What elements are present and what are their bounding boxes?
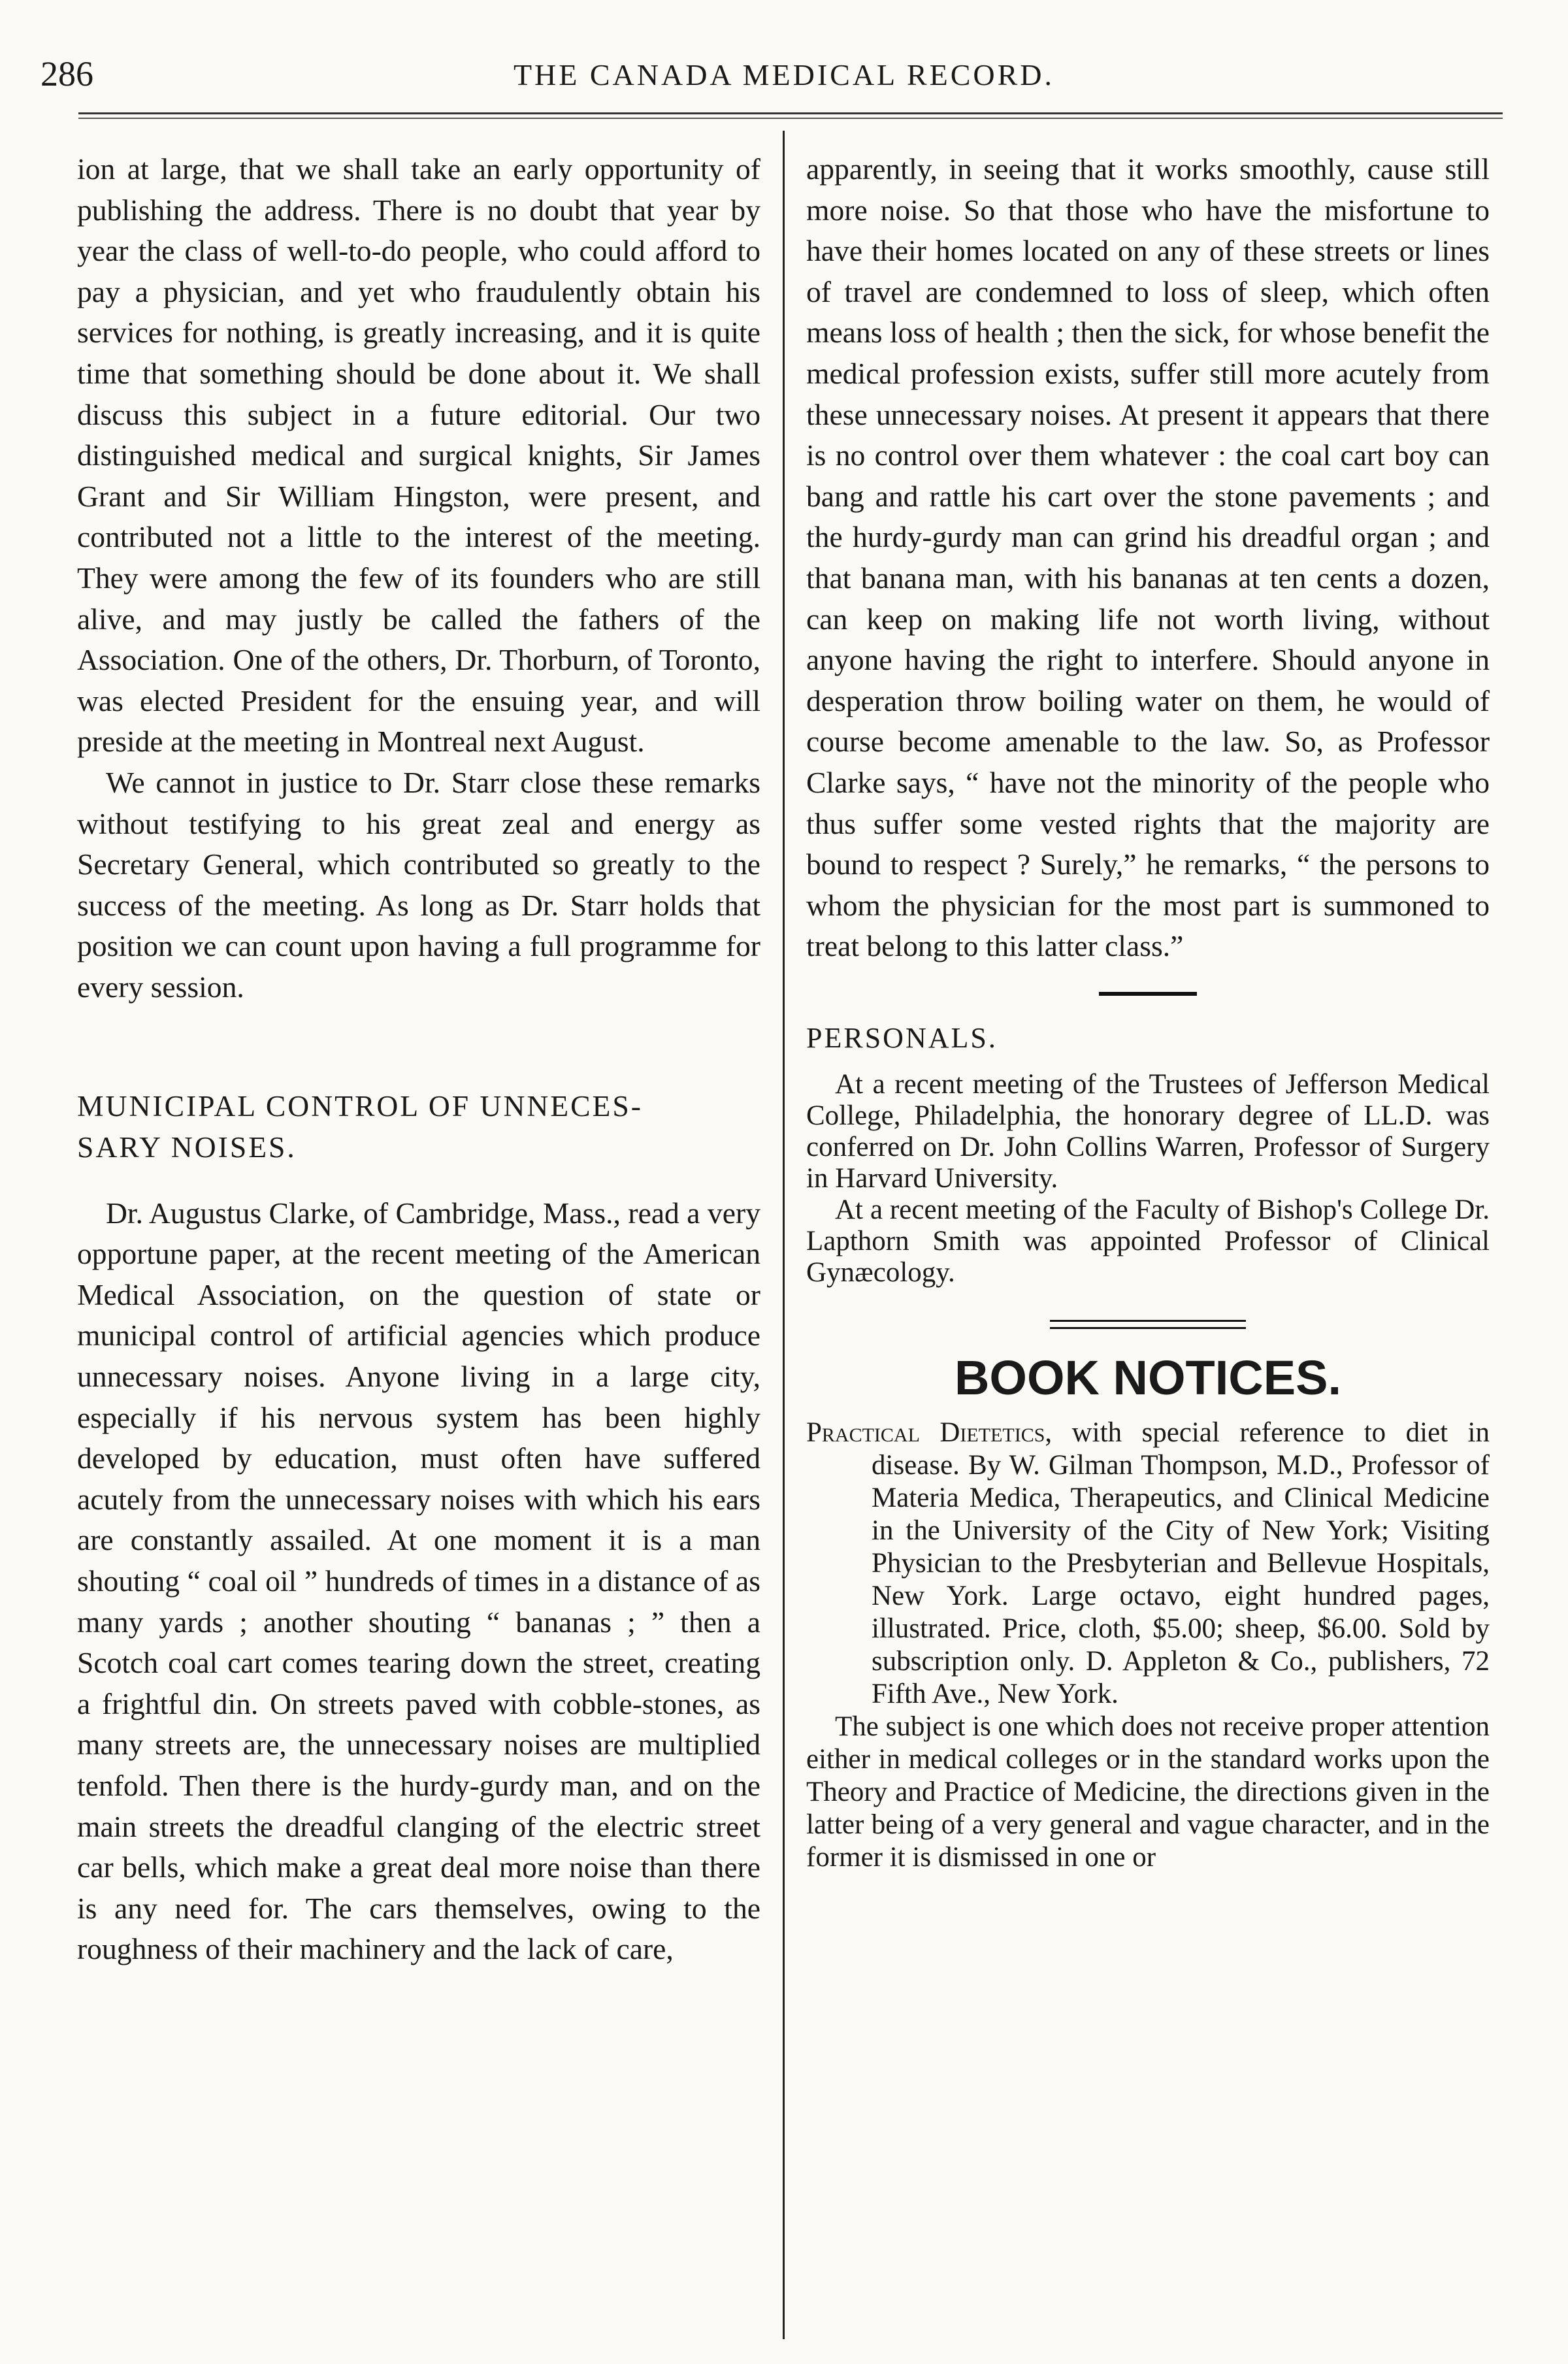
book-citation: with special reference to diet in disease. By W. Gilman Thompson, M.D., Professor of Materia Medica, Therapeutics, and Clinical Medicine in the University of the City of New York; Visiting Physician to the Presbyterian and Bellevue Hospitals, New York. Large octavo, eight hundred pages, illustrated. Price, cloth, $5.00; sheep, $6.00. Sold by subscription only. D. Appleton & Co., publishers, 72 Fifth Ave., New York.: [872, 1417, 1490, 1710]
section-divider: [1099, 992, 1197, 996]
book-notice-entry: [806, 1417, 1490, 1874]
personals-title: PERSONALS.: [806, 1021, 998, 1054]
header-rule-secondary: [78, 118, 1503, 119]
page-header: [0, 54, 1568, 106]
journal-title: THE CANADA MEDICAL RECORD.: [513, 58, 1055, 91]
personal-item: At a recent meeting of the Faculty of Bishop's College Dr. Lapthorn Smith was appointed Professor of Clinical Gynæcology.: [806, 1194, 1490, 1289]
right-column: [806, 149, 1490, 1874]
editorial-paragraph: ion at large, that we shall take an early opportunity of publishing the address. There is no doubt that year by year the class of well-to-do people, who could afford to pay a physician, and yet who fraudulently obtain his services for nothing, is greatly increasing, and it is quite time that something should be done about it. We shall discuss this subject in a future editorial. Our two distinguished medical and surgical knights, Sir James Grant and Sir William Hingston, were present, and contributed not a little to the interest of the meeting. They were among the few of its founders who are still alive, and may justly be called the fathers of the Association. One of the others, Dr. Thorburn, of Toronto, was elected President for the ensuing year, and will preside at the meeting in Montreal next August.: [77, 152, 760, 759]
personal-item: At a recent meeting of the Trustees of Jefferson Medical College, Philadelphia, the honorary degree of LL.D. was conferred on Dr. John Collins Warren, Professor of Surgery in Harvard University.: [806, 1069, 1490, 1194]
double-rule-bottom: [1050, 1327, 1246, 1329]
left-column: [77, 149, 760, 1970]
page-number: 286: [41, 54, 93, 93]
section-title-noises-cont: SARY NOISES.: [77, 1130, 297, 1164]
personals-section: [806, 1069, 1490, 1289]
column-divider: [783, 131, 785, 2339]
book-title: Practical Dietetics,: [806, 1417, 1053, 1449]
section-title-noises: MUNICIPAL CONTROL OF UNNECES-: [77, 1089, 643, 1123]
noises-paragraph-cont: apparently, in seeing that it works smoothly, cause still more noise. So that those who have the misfortune to have their homes located on any of these streets or lines of travel are condemned to loss of sleep, which often means loss of health ; then the sick, for whose benefit the medical profession exists, suffer still more acutely from these unnecessary noises. At present it appears that there is no control over them whatever : the coal cart boy can bang and rattle his cart over the stone pavements ; and the hurdy-gurdy man can grind his dreadful organ ; and that banana man, with his bananas at ten cents a dozen, can keep on making life not worth living, without anyone having the right to interfere. Should anyone in desperation throw boiling water on them, he would of course become amenable to the law. So, as Professor Clarke says, “ have not the minority of the people who thus suffer some vested rights that the majority are bound to respect ? Surely,” he remarks, “ the persons to whom the physician for the most part is summoned to treat belong to this latter class.”: [806, 152, 1490, 963]
noises-paragraph: Dr. Augustus Clarke, of Cambridge, Mass., read a very opportune paper, at the recent meeting of the American Medical Association, on the question of state or municipal control of artificial agencies which produce unnecessary noises. Anyone living in a large city, especially if his nervous system has been highly developed by education, must often have suffered acutely from the unnecessary noises with which his ears are constantly assailed. At one moment it is a man shouting “ coal oil ” hundreds of times in a distance of as many yards ; another shouting “ bananas ; ” then a Scotch coal cart comes tearing down the street, creating a frightful din. On streets paved with cobble-stones, as many streets are, the unnecessary noises are multiplied tenfold. Then there is the hurdy-gurdy man, and on the main streets the dreadful clanging of the electric street car bells, which make a great deal more noise than there is any need for. The cars themselves, owing to the roughness of their machinery and the lack of care,: [77, 1196, 760, 1966]
header-rule: [78, 112, 1503, 114]
editorial-paragraph-starr: We cannot in justice to Dr. Starr close these remarks without testifying to his great zeal and energy as Secretary General, which contributed so greatly to the success of the meeting. As long as Dr. Starr holds that position we can count upon having a full programme for every session.: [77, 765, 760, 1004]
book-review: The subject is one which does not receive proper attention either in medical colleges or in the standard works upon the Theory and Practice of Medicine, the directions given in the latter being of a very general and vague character, and in the former it is dismissed in one or: [806, 1711, 1490, 1873]
book-notices-title: BOOK NOTICES.: [954, 1351, 1342, 1405]
